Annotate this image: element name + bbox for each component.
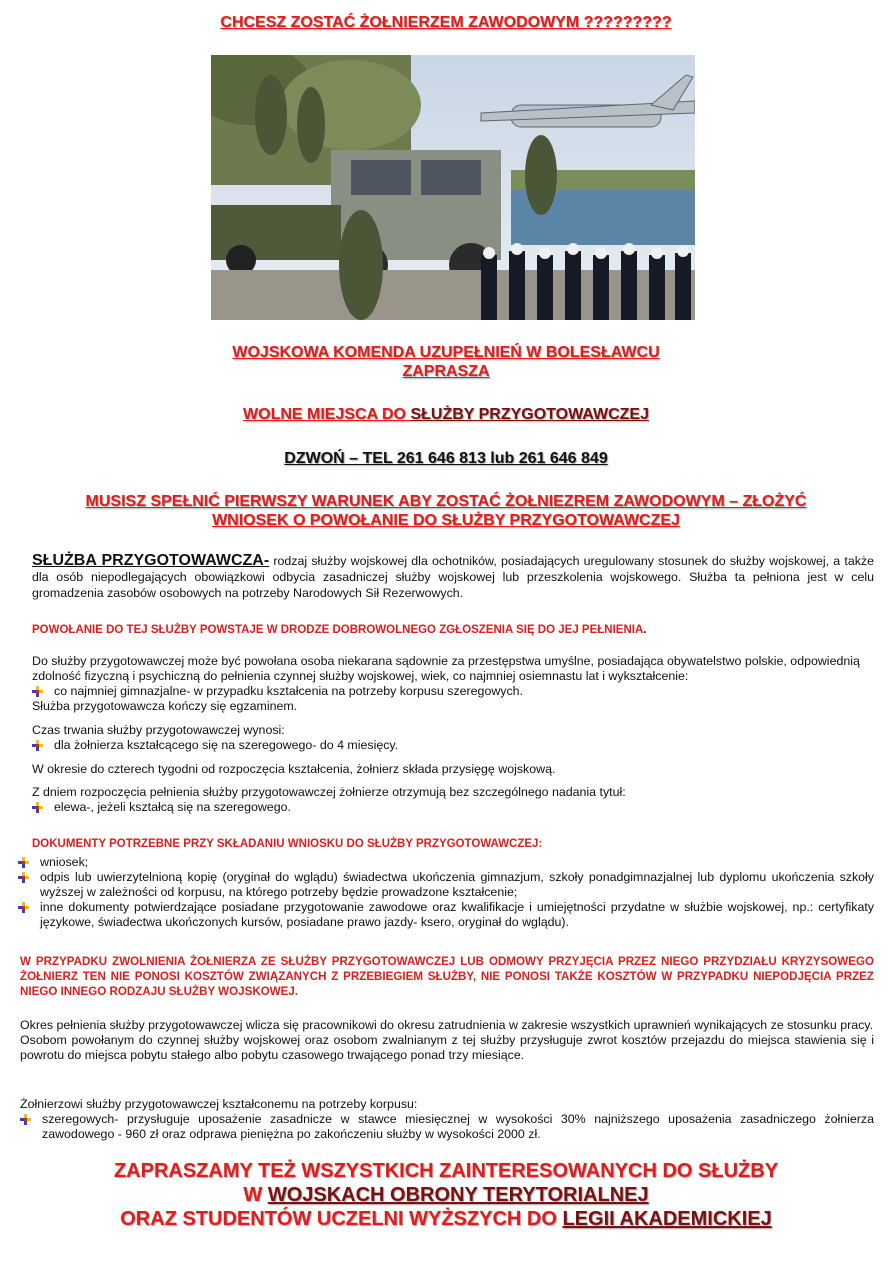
condition-line-1: MUSISZ SPEŁNIĆ PIERWSZY WARUNEK ABY ZOSTAĆ ŻOŁNIEZREM ZAWODOWYM – ZŁOŻYĆ bbox=[85, 493, 807, 510]
wot-link[interactable]: WOJSKACH OBRONY TERYTORIALNEJ bbox=[267, 1184, 649, 1206]
duration-bullet: dla żołnierza kształcącego się na szeregowego- do 4 miesięcy. bbox=[54, 738, 399, 752]
document-item: inne dokumenty potwierdzające posiadane przygotowanie zawodowe oraz kwalifikacje i umiejętności przydatne w służbie wojskowej, np.: certyfikaty językowe, świadectwa ukończonych kursów, posiadane prawo jazdy- ksero, oryginał do wglądu). bbox=[40, 900, 874, 929]
invite-heading bbox=[0, 343, 892, 381]
eligibility-bullet: co najmniej gimnazjalne- w przypadku kształcenia na potrzeby korpusu szeregowych. bbox=[54, 684, 524, 698]
employment-text-2: Osobom powołanym do czynnej służby wojskowej oraz osobom zwalnianym z tej służby przysługuje zwrot kosztów przejazdu do miejsca stawienia się i powrotu do miejsca pobytu stałego albo pobytu czasowego trwającego ponad trzy miesiące. bbox=[20, 1033, 874, 1062]
invite-line-2: ZAPRASZA bbox=[402, 363, 490, 380]
cta-line-1: ZAPRASZAMY TEŻ WSZYSTKICH ZAINTERESOWANYCH DO SŁUŻBY bbox=[113, 1160, 779, 1182]
documents-list bbox=[18, 855, 874, 930]
condition-line-2: WNIOSEK O POWOŁANIE DO SŁUŻBY PRZYGOTOWAWCZEJ bbox=[212, 512, 680, 529]
vacancies-prefix: WOLNE MIEJSCA DO bbox=[243, 406, 411, 423]
voluntary-dot: . bbox=[643, 624, 647, 636]
list-item bbox=[20, 1112, 874, 1142]
condition-heading bbox=[0, 492, 892, 530]
pay-intro: Żołnierzowi służby przygotowawczej kształconemu na potrzeby korpusu: bbox=[20, 1097, 418, 1111]
employment-section bbox=[20, 1018, 874, 1063]
bullet-icon bbox=[32, 802, 43, 813]
cta-line-2 bbox=[0, 1183, 892, 1207]
definition-text: rodzaj służby wojskowej dla ochotników, posiadających uregulowany stosunek do służby wojskowej, a także dla osób niepodlegających obowiązkowi odbycia zasadniczej służby wojskowej lub przeszkolenia wojskowego. Służba ta pełniona jest w celu gromadzenia zasobów osobowych na potrzeby Narodowych Sił Rezerwowych. bbox=[32, 554, 874, 600]
invite-line-1: WOJSKOWA KOMENDA UZUPEŁNIEŃ W BOLESŁAWCU bbox=[232, 344, 660, 361]
oath-text: W okresie do czterech tygodni od rozpoczęcia kształcenia, żołnierz składa przysięgę wojskową. bbox=[32, 762, 556, 776]
list-item bbox=[32, 684, 874, 699]
pay-section bbox=[20, 1097, 874, 1142]
cta-line-3-prefix: ORAZ STUDENTÓW UCZELNI WYŻSZYCH DO bbox=[120, 1208, 563, 1230]
documents-heading: DOKUMENTY POTRZEBNE PRZY SKŁADANIU WNIOSKU DO SŁUŻBY PRZYGOTOWAWCZEJ: bbox=[32, 838, 543, 850]
bullet-icon bbox=[18, 902, 29, 913]
military-collage-image bbox=[211, 55, 695, 320]
rank-section bbox=[32, 785, 874, 815]
voluntary-notice bbox=[32, 623, 874, 638]
vacancies-highlight: SŁUŻBY PRZYGOTOWAWCZEJ bbox=[410, 406, 649, 423]
definition-paragraph bbox=[32, 553, 874, 601]
cta-block bbox=[0, 1159, 892, 1231]
document-item: wniosek; bbox=[40, 855, 89, 869]
phone-line: DZWOŃ – TEL 261 646 813 lub 261 646 849 bbox=[284, 450, 608, 467]
duration-section bbox=[32, 723, 874, 753]
cta-line-3 bbox=[0, 1207, 892, 1231]
eligibility-section bbox=[32, 654, 874, 714]
bullet-icon bbox=[20, 1114, 31, 1125]
rank-intro: Z dniem rozpoczęcia pełnienia służby przygotowawczej żołnierze otrzymują bez szczególnego nadania tytuł: bbox=[32, 785, 626, 799]
duration-intro: Czas trwania służby przygotowawczej wynosi: bbox=[32, 723, 285, 737]
costs-notice: W PRZYPADKU ZWOLNIENIA ŻOŁNIERZA ZE SŁUŻBY PRZYGOTOWAWCZEJ LUB ODMOWY PRZYJĘCIA PRZEZ NIEGO PRZYDZIAŁU KRYZYSOWEGO ŻOŁNIERZ TEN NIE PONOSI KOSZTÓW ZWIĄZANYCH Z PRZEBIEGIEM SŁUŻBY, NIE PONOSI TAKŻE KOSZTÓW W PRZYPADKU NIEPODJĘCIA PRZEZ NIEGO INNEGO RODZAJU SŁUŻBY WOJSKOWEJ. bbox=[20, 955, 874, 998]
list-item bbox=[18, 855, 874, 870]
cta-line-2-prefix: W bbox=[243, 1184, 268, 1206]
eligibility-text: Do służby przygotowawczej może być powołana osoba niekarana sądownie za przestępstwa umyślne, posiadająca obywatelstwo polskie, odpowiednią zdolność fizyczną i psychiczną do pełnienia czynnej służby wojskowej, wiek, co najmniej osiemnastu lat i wykształcenie: bbox=[32, 654, 860, 683]
list-item bbox=[18, 870, 874, 900]
bullet-icon bbox=[18, 857, 29, 868]
vacancies-heading bbox=[0, 405, 892, 424]
bullet-icon bbox=[18, 872, 29, 883]
rank-bullet: elewa-, jeżeli kształcą się na szeregowego. bbox=[54, 800, 291, 814]
voluntary-text: POWOŁANIE DO TEJ SŁUŻBY POWSTAJE W DRODZE DOBROWOLNEGO ZGŁOSZENIA SIĘ DO JEJ PEŁNIENIA bbox=[32, 624, 644, 636]
pay-bullet: szeregowych- przysługuje uposażenie zasadnicze w stawce miesięcznej w wysokości 30% najniższego uposażenia zasadniczego żołnierza zawodowego - 960 zł oraz odprawa pieniężna po zakończeniu służby w wysokości 2000 zł. bbox=[42, 1112, 874, 1141]
legia-link[interactable]: LEGII AKADEMICKIEJ bbox=[562, 1208, 772, 1230]
exam-text: Służba przygotowawcza kończy się egzaminem. bbox=[32, 699, 298, 713]
document-item: odpis lub uwierzytelnioną kopię (oryginał do wglądu) świadectwa ukończenia gimnazjum, szkoły ponadgimnazjalnej lub dyplomu ukończenia szkoły wyższej w zależności od korpusu, na którego potrzeby będzie prowadzone kształcenie; bbox=[40, 870, 874, 899]
list-item bbox=[32, 800, 874, 815]
page-title: CHCESZ ZOSTAĆ ŻOŁNIERZEM ZAWODOWYM ????????? bbox=[220, 14, 672, 31]
employment-text-1: Okres pełnienia służby przygotowawczej wlicza się pracownikowi do okresu zatrudnienia w zakresie wszystkich uprawnień wynikających ze stosunku pracy. bbox=[20, 1018, 874, 1032]
definition-term: SŁUŻBA PRZYGOTOWAWCZA- bbox=[32, 552, 270, 569]
bullet-icon bbox=[32, 686, 43, 697]
bullet-icon bbox=[32, 740, 43, 751]
list-item bbox=[18, 900, 874, 930]
list-item bbox=[32, 738, 874, 753]
